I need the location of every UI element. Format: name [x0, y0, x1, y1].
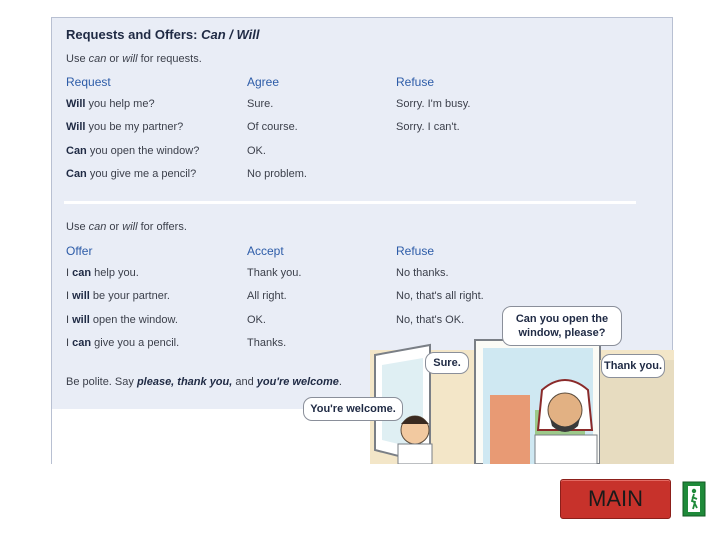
agree-row-2: Of course.	[247, 121, 298, 133]
accept-row-4: Thanks.	[247, 337, 287, 349]
offer-refuse-row-1: No thanks.	[396, 267, 449, 279]
offer-refuse-row-3: No, that's OK.	[396, 314, 465, 326]
offer-refuse-row-2: No, that's all right.	[396, 290, 484, 302]
bubble-request: Can you open the window, please?	[502, 306, 622, 346]
offer-row-2: I will be your partner.	[66, 290, 170, 302]
exit-door-icon[interactable]	[682, 481, 706, 517]
request-row-1: Will you help me?	[66, 98, 155, 110]
requests-intro: Use can or will for requests.	[66, 53, 202, 65]
politeness-note: Be polite. Say please, thank you, and you're welcome.	[66, 376, 342, 388]
header-refuse: Refuse	[396, 75, 435, 89]
refuse-row-1: Sorry. I'm busy.	[396, 98, 471, 110]
agree-row-4: No problem.	[247, 168, 307, 180]
boy-shirt	[398, 444, 432, 464]
request-row-2: Will you be my partner?	[66, 121, 184, 133]
refuse-row-2: Sorry. I can't.	[396, 121, 460, 133]
man-robe	[535, 435, 597, 464]
offers-intro: Use can or will for offers.	[66, 221, 187, 233]
outside-house	[490, 395, 530, 464]
accept-row-3: OK.	[247, 314, 266, 326]
accept-row-1: Thank you.	[247, 267, 302, 279]
section-divider	[64, 201, 636, 204]
request-row-4: Can you give me a pencil?	[66, 168, 197, 180]
header-request: Request	[66, 75, 111, 89]
bubble-sure: Sure.	[425, 352, 469, 374]
offer-row-3: I will open the window.	[66, 314, 178, 326]
header-agree: Agree	[247, 75, 280, 89]
bubble-welcome: You're welcome.	[303, 397, 403, 421]
header-accept: Accept	[247, 244, 284, 258]
offer-row-1: I can help you.	[66, 267, 139, 279]
agree-row-3: OK.	[247, 145, 266, 157]
main-button[interactable]: MAIN	[560, 479, 671, 519]
header-offer: Offer	[66, 244, 93, 258]
request-row-3: Can you open the window?	[66, 145, 200, 157]
agree-row-1: Sure.	[247, 98, 274, 110]
header-offer-refuse: Refuse	[396, 244, 435, 258]
offer-row-4: I can give you a pencil.	[66, 337, 180, 349]
panel-title: Requests and Offers: Can / Will	[66, 27, 260, 42]
accept-row-2: All right.	[247, 290, 287, 302]
bubble-thanks: Thank you.	[601, 354, 665, 378]
